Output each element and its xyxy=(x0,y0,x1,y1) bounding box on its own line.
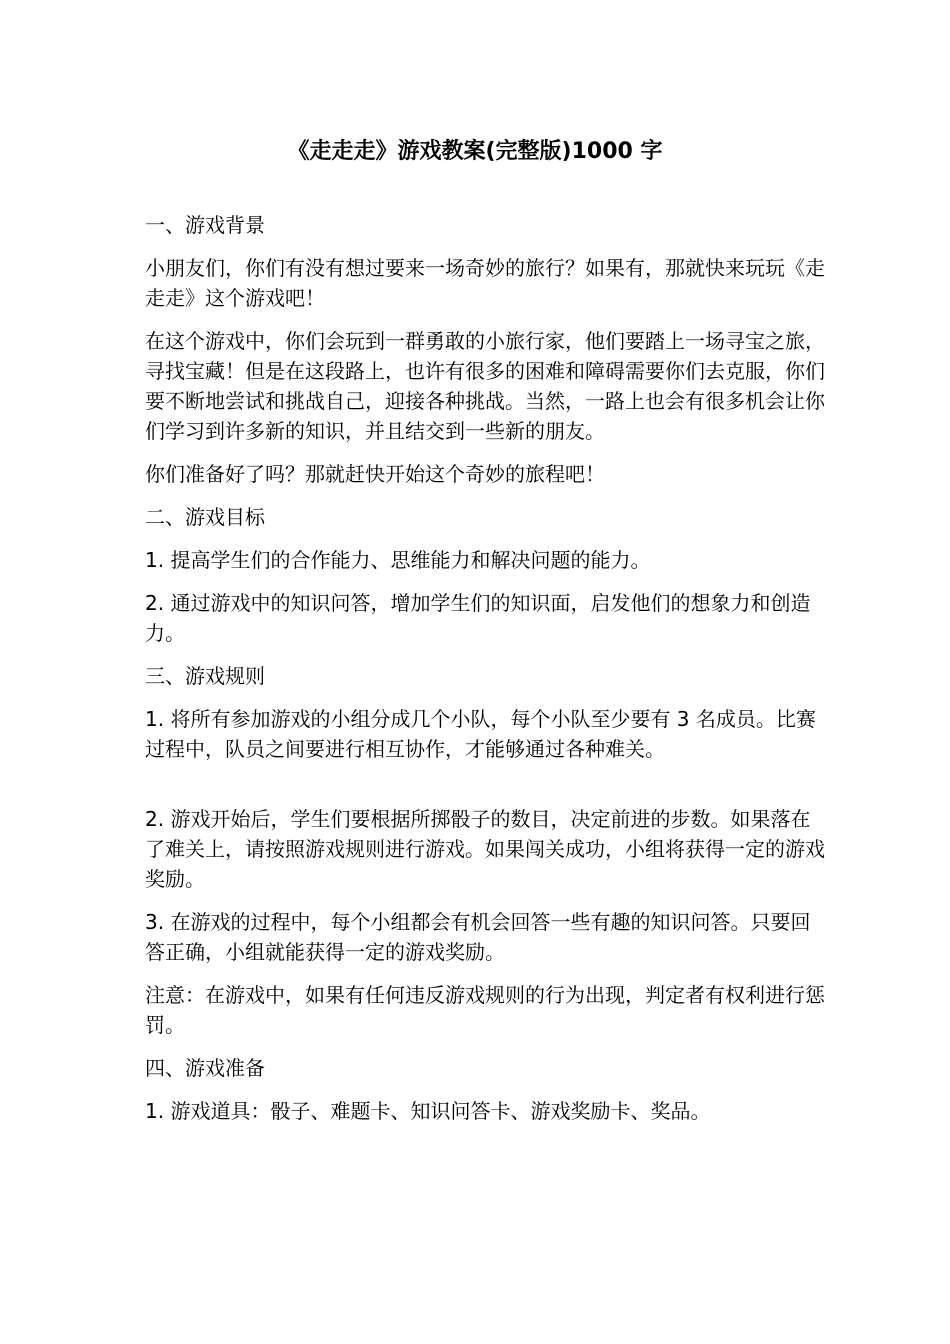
document-body xyxy=(145,210,825,1139)
section-heading-goals: 二、游戏目标 xyxy=(145,505,265,529)
rule-note: 注意：在游戏中，如果有任何违反游戏规则的行为出现，判定者有权利进行惩罚。 xyxy=(145,983,825,1037)
paragraph-ready: 你们准备好了吗？那就赶快开始这个奇妙的旅程吧！ xyxy=(145,462,605,486)
rule-item-1: 1. 将所有参加游戏的小组分成几个小队，每个小队至少要有 3 名成员。比赛过程中，队员之间要进行相互协作，才能够通过各种难关。 xyxy=(145,707,816,761)
preparation-item-1: 1. 游戏道具：骰子、难题卡、知识问答卡、游戏奖励卡、奖品。 xyxy=(145,1099,711,1123)
paragraph-intro: 小朋友们，你们有没有想过要来一场奇妙的旅行？如果有，那就快来玩玩《走走走》这个游戏吧！ xyxy=(145,256,825,310)
goal-item-2: 2. 通过游戏中的知识问答，增加学生们的知识面，启发他们的想象力和创造力。 xyxy=(145,591,811,645)
section-heading-rules: 三、游戏规则 xyxy=(145,664,265,688)
goal-item-1: 1. 提高学生们的合作能力、思维能力和解决问题的能力。 xyxy=(145,548,651,572)
rule-item-3: 3. 在游戏的过程中，每个小组都会有机会回答一些有趣的知识问答。只要回答正确，小组就能获得一定的游戏奖励。 xyxy=(145,910,811,964)
section-heading-background: 一、游戏背景 xyxy=(145,213,265,237)
document-title: 《走走走》游戏教案(完整版)1000 字 xyxy=(287,139,663,164)
paragraph-story: 在这个游戏中，你们会玩到一群勇敢的小旅行家，他们要踏上一场寻宝之旅，寻找宝藏！但是在这段路上，也许有很多的困难和障碍需要你们去克服，你们要不断地尝试和挑战自己，迎接各种挑战。当然，一路上也会有很多机会让你们学习到许多新的知识，并且结交到一些新的朋友。 xyxy=(145,329,825,443)
section-heading-preparation: 四、游戏准备 xyxy=(145,1056,265,1080)
rule-item-2: 2. 游戏开始后，学生们要根据所掷骰子的数目，决定前进的步数。如果落在了难关上，请按照游戏规则进行游戏。如果闯关成功，小组将获得一定的游戏奖励。 xyxy=(145,807,825,891)
